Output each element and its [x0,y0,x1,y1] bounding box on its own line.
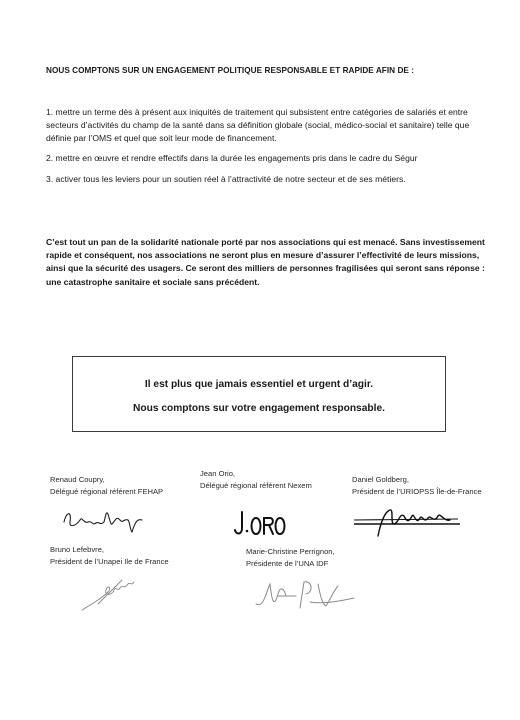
signatory-role: Président de l’URIOPSS Île-de-France [352,486,482,496]
signatory-goldberg [352,474,482,497]
signatory-name: Jean Orio, [200,469,236,478]
signatory-lefebvre [50,544,169,567]
callout-line-1: Il est plus que jamais essentiel et urgent d’agir. [144,379,374,390]
signatory-role: Présidente de l’UNA IDF [246,558,329,568]
signature-orio-image [232,508,294,538]
signatory-role: Délégué régional référent FEHAP [50,486,164,496]
signature-goldberg-image [350,502,470,542]
commitment-item: 1. mettre un terme dès à présent aux iniquités de traitement qui subsistent entre catégories de salariés et entre secteurs d’activités du champ de la santé dans sa définition globale (social, médico-social et sanitaire) telle que définie par l’OMS et quel que soit leur mode de financement. [46,107,470,143]
signature-lefebvre-image [78,574,140,614]
commitment-item: 3. activer tous les leviers pour un soutien réel à l’attractivité de notre secteur et de ses métiers. [46,174,406,185]
signatory-orio [200,468,312,491]
signature-perrignon-image [250,574,360,618]
callout-box [72,356,446,432]
warning-paragraph: C’est tout un pan de la solidarité nationale porté par nos associations qui est menacé. Sans investissement rapide et conséquent, nos associations ne seront plus en mesure d’assurer l’effectivité de leurs missions, ainsi que la sécurité des usagers. Ce seront des milliers de personnes fragilisées qui seront sans réponse : une catastrophe sanitaire et sociale sans précédent. [46,237,485,287]
signatory-name: Daniel Goldberg, [352,475,409,484]
commitments-heading: NOUS COMPTONS SUR UN ENGAGEMENT POLITIQUE RESPONSABLE ET RAPIDE AFIN DE : [46,66,415,75]
callout-line-2: Nous comptons sur votre engagement responsable. [133,403,385,414]
signatory-role: Délégué régional référent Nexem [200,480,312,490]
signature-coupry-image [58,500,148,536]
signatory-name: Marie-Christine Perrignon, [246,547,335,556]
commitments-list [46,106,482,194]
commitment-item: 2. mettre en œuvre et rendre effectifs dans la durée les engagements pris dans le cadre du Ségur [46,153,418,164]
signatory-name: Bruno Lefebvre, [50,545,105,554]
signatory-role: Président de l’Unapei Ile de France [50,556,169,566]
signatory-coupry [50,474,163,497]
signatory-name: Renaud Coupry, [50,475,105,484]
signatory-perrignon [246,546,335,569]
